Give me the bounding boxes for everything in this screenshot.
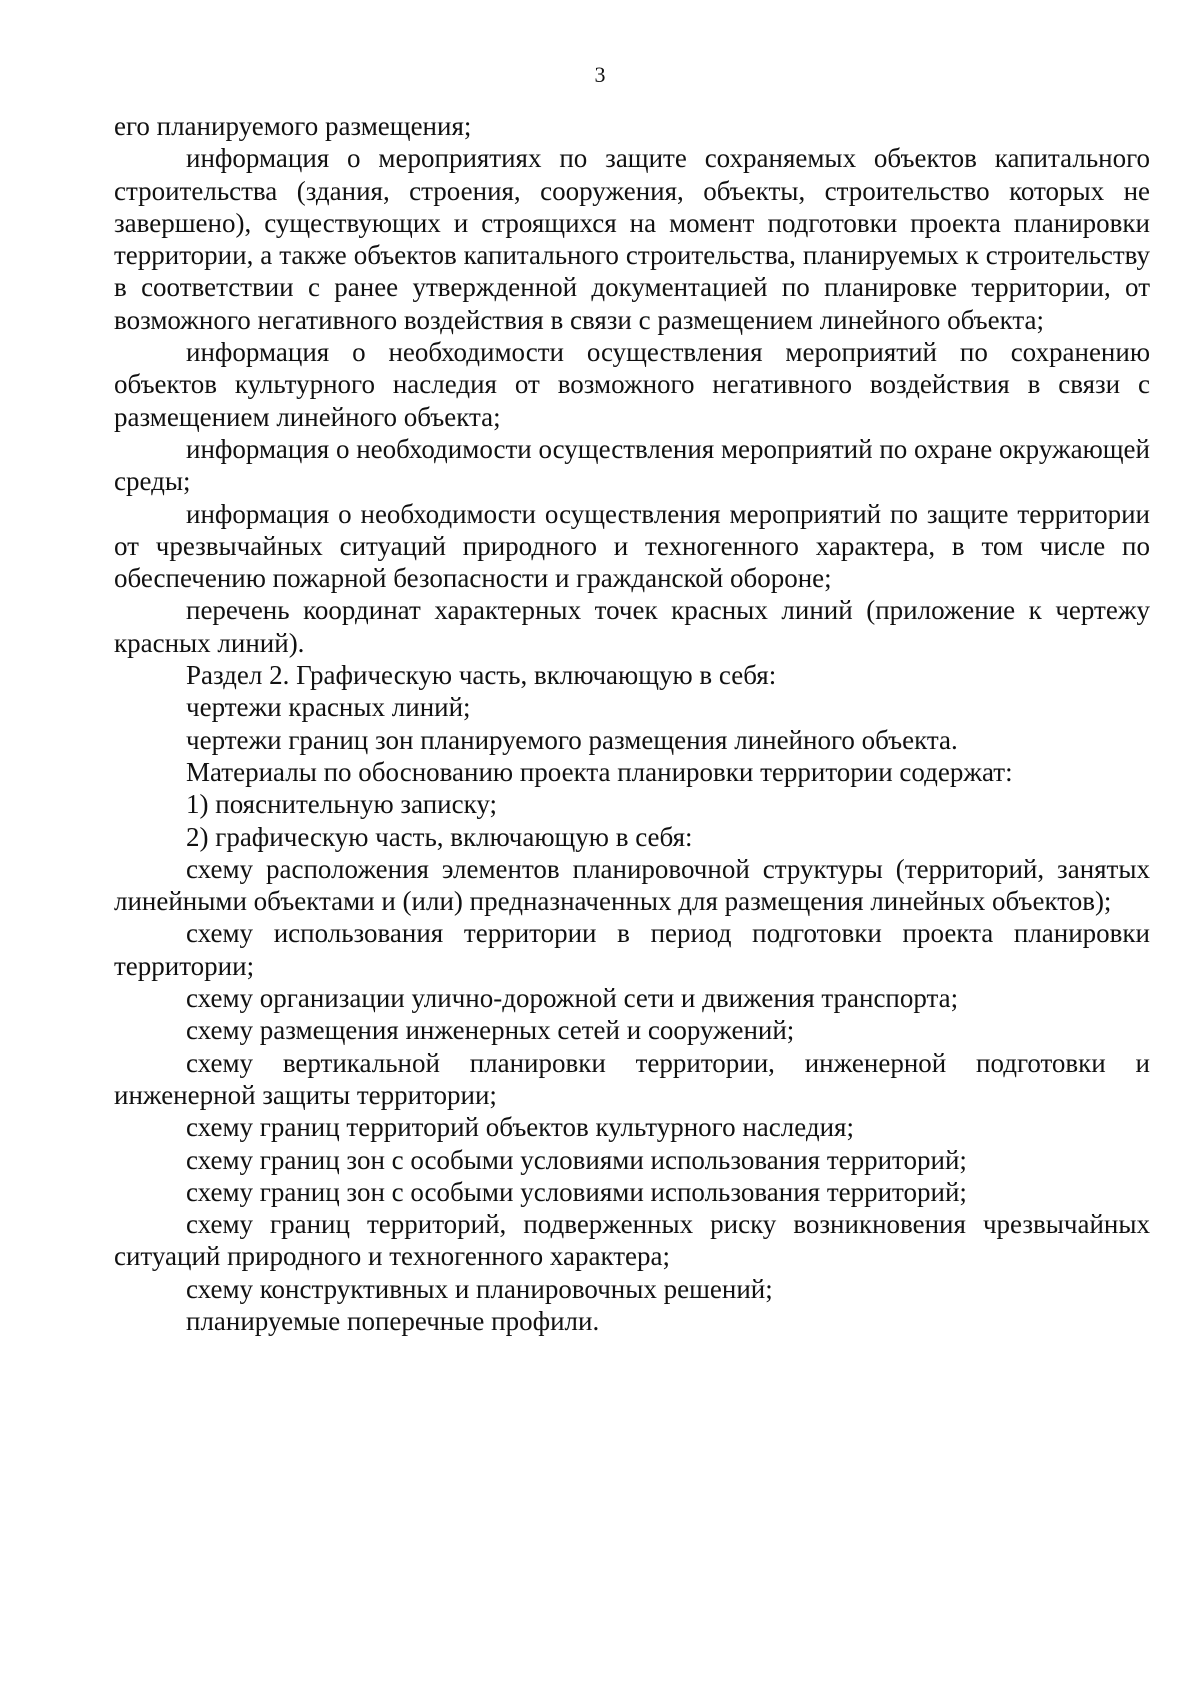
paragraph: Раздел 2. Графическую часть, включающую в себя: <box>186 660 777 691</box>
paragraph: Материалы по обоснованию проекта планировки территории содержат: <box>186 756 1013 787</box>
paragraph: информация о необходимости осуществления мероприятий по сохранению объектов культурного наследия от возможного негативного воздействия в связи с размещением линейного объекта; <box>114 337 1150 432</box>
paragraph: планируемые поперечные профили. <box>186 1305 600 1336</box>
paragraph: схему вертикальной планировки территории, инженерной подготовки и инженерной защиты территории; <box>114 1047 1150 1110</box>
paragraph: схему границ территорий объектов культурного наследия; <box>186 1112 854 1143</box>
paragraph: схему границ территорий, подверженных риску возникновения чрезвычайных ситуаций природного и техногенного характера; <box>114 1209 1150 1272</box>
document-body <box>114 110 1150 1337</box>
paragraph: схему границ зон с особыми условиями использования территорий; <box>186 1176 967 1207</box>
paragraph: схему конструктивных и планировочных решений; <box>186 1273 773 1304</box>
paragraph: перечень координат характерных точек красных линий (приложение к чертежу красных линий). <box>114 595 1150 658</box>
paragraph: информация о необходимости осуществления мероприятий по охране окружающей среды; <box>114 433 1150 497</box>
paragraph: схему использования территории в период подготовки проекта планировки территории; <box>114 918 1150 981</box>
paragraph: 2) графическую часть, включающую в себя: <box>186 821 693 852</box>
paragraph: 1) пояснительную записку; <box>186 789 497 820</box>
paragraph: схему организации улично-дорожной сети и движения транспорта; <box>186 983 959 1014</box>
paragraph: чертежи красных линий; <box>186 692 471 723</box>
paragraph: информация о необходимости осуществления мероприятий по защите территории от чрезвычайных ситуаций природного и техногенного характера, в том числе по обеспечению пожарной безопасности и гражданской обороне; <box>114 498 1150 594</box>
paragraph: схему расположения элементов планировочной структуры (территорий, занятых линейными объектами и (или) предназначенных для размещения линейных объектов); <box>114 853 1150 917</box>
page-number: 3 <box>594 62 606 87</box>
paragraph: чертежи границ зон планируемого размещения линейного объекта. <box>186 724 958 755</box>
paragraph: информация о мероприятиях по защите сохраняемых объектов капитального строительства (здания, строения, сооружения, объекты, строительство которых не завершено), существующих и строящихся на момент подготовки проекта планировки территории, а также объектов капитального строительства, планируемых к строительству в соответствии с ранее утвержденной документацией по планировке территории, от возможного негативного воздействия в связи с размещением линейного объекта; <box>114 143 1150 335</box>
paragraph: схему размещения инженерных сетей и сооружений; <box>186 1015 795 1046</box>
paragraph: его планируемого размещения; <box>114 111 472 141</box>
paragraph: схему границ зон с особыми условиями использования территорий; <box>186 1144 967 1175</box>
